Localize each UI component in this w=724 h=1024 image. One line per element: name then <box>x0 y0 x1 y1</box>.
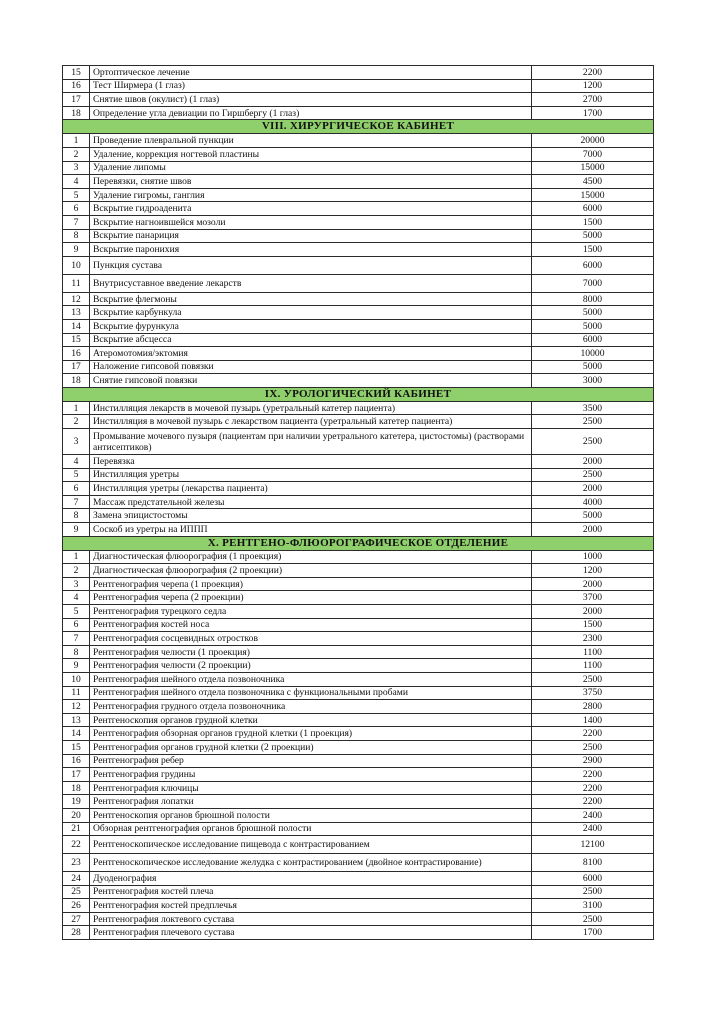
service-price: 1500 <box>532 215 654 229</box>
service-price: 1000 <box>532 550 654 564</box>
table-row <box>63 899 654 913</box>
section-title: IX. УРОЛОГИЧЕСКИЙ КАБИНЕТ <box>63 387 654 401</box>
table-row <box>63 243 654 257</box>
table-row <box>63 161 654 175</box>
service-price: 5000 <box>532 229 654 243</box>
table-row <box>63 781 654 795</box>
row-number: 1 <box>63 134 90 148</box>
table-row <box>63 106 654 120</box>
price-list-body <box>63 66 654 940</box>
service-price: 2200 <box>532 795 654 809</box>
table-row <box>63 872 654 886</box>
table-row <box>63 455 654 469</box>
row-number: 18 <box>63 781 90 795</box>
service-price: 1200 <box>532 564 654 578</box>
service-price: 2000 <box>532 605 654 619</box>
row-number: 18 <box>63 374 90 388</box>
table-row <box>63 795 654 809</box>
row-number: 17 <box>63 93 90 107</box>
row-number: 21 <box>63 822 90 836</box>
row-number: 10 <box>63 672 90 686</box>
row-number: 16 <box>63 347 90 361</box>
table-row <box>63 645 654 659</box>
service-price: 2000 <box>532 577 654 591</box>
service-name: Инстилляция в мочевой пузырь с лекарством пациента (уретральный катетер пациента) <box>90 415 532 429</box>
service-name: Рентгенография костей плеча <box>90 885 532 899</box>
service-price: 2500 <box>532 429 654 455</box>
table-row <box>63 768 654 782</box>
service-name: Соскоб из уретры на ИППП <box>90 523 532 537</box>
service-name: Определение угла девиации по Гиршбергу (1 глаз) <box>90 106 532 120</box>
service-price: 7000 <box>532 274 654 292</box>
service-price: 4500 <box>532 175 654 189</box>
row-number: 8 <box>63 229 90 243</box>
row-number: 26 <box>63 899 90 913</box>
row-number: 7 <box>63 495 90 509</box>
service-price: 3500 <box>532 401 654 415</box>
service-price: 2200 <box>532 727 654 741</box>
row-number: 6 <box>63 618 90 632</box>
service-price: 6000 <box>532 333 654 347</box>
row-number: 15 <box>63 740 90 754</box>
service-price: 5000 <box>532 509 654 523</box>
service-name: Перевязка <box>90 455 532 469</box>
row-number: 13 <box>63 306 90 320</box>
service-price: 3750 <box>532 686 654 700</box>
service-price: 1700 <box>532 106 654 120</box>
table-row <box>63 292 654 306</box>
table-row <box>63 66 654 80</box>
service-name: Рентгенография костей предплечья <box>90 899 532 913</box>
table-row <box>63 256 654 274</box>
table-row <box>63 605 654 619</box>
table-row <box>63 550 654 564</box>
service-price: 8000 <box>532 292 654 306</box>
table-row <box>63 727 654 741</box>
service-name: Рентгенография лопатки <box>90 795 532 809</box>
service-name: Рентгенография челюсти (2 проекции) <box>90 659 532 673</box>
table-row <box>63 401 654 415</box>
row-number: 6 <box>63 482 90 496</box>
row-number: 6 <box>63 202 90 216</box>
service-price: 3100 <box>532 899 654 913</box>
service-name: Вскрытие флегмоны <box>90 292 532 306</box>
row-number: 14 <box>63 319 90 333</box>
table-row <box>63 215 654 229</box>
row-number: 2 <box>63 564 90 578</box>
row-number: 2 <box>63 415 90 429</box>
table-row <box>63 509 654 523</box>
row-number: 8 <box>63 645 90 659</box>
service-name: Вскрытие панариция <box>90 229 532 243</box>
service-name: Обзорная рентгенография органов брюшной полости <box>90 822 532 836</box>
service-name: Рентгенография костей носа <box>90 618 532 632</box>
table-row <box>63 854 654 872</box>
table-row <box>63 618 654 632</box>
row-number: 15 <box>63 333 90 347</box>
row-number: 12 <box>63 700 90 714</box>
table-row <box>63 672 654 686</box>
row-number: 25 <box>63 885 90 899</box>
row-number: 4 <box>63 591 90 605</box>
section-title: VIII. ХИРУРГИЧЕСКОЕ КАБИНЕТ <box>63 120 654 134</box>
table-row <box>63 374 654 388</box>
row-number: 1 <box>63 550 90 564</box>
row-number: 4 <box>63 455 90 469</box>
service-name: Массаж предстательной железы <box>90 495 532 509</box>
service-name: Рентгенография турецкого седла <box>90 605 532 619</box>
service-name: Вскрытие нагноившейся мозоли <box>90 215 532 229</box>
service-price: 2300 <box>532 632 654 646</box>
row-number: 28 <box>63 926 90 940</box>
service-price: 2500 <box>532 740 654 754</box>
table-row <box>63 577 654 591</box>
table-row <box>63 134 654 148</box>
table-row <box>63 306 654 320</box>
table-row <box>63 740 654 754</box>
service-price: 2700 <box>532 93 654 107</box>
row-number: 15 <box>63 66 90 80</box>
row-number: 9 <box>63 243 90 257</box>
row-number: 11 <box>63 274 90 292</box>
row-number: 13 <box>63 713 90 727</box>
service-name: Рентгенография грудного отдела позвоночника <box>90 700 532 714</box>
service-name: Инстилляция лекарств в мочевой пузырь (уретральный катетер пациента) <box>90 401 532 415</box>
row-number: 19 <box>63 795 90 809</box>
table-row <box>63 700 654 714</box>
row-number: 18 <box>63 106 90 120</box>
section-header-row <box>63 120 654 134</box>
service-price: 3000 <box>532 374 654 388</box>
service-name: Рентгенография локтевого сустава <box>90 912 532 926</box>
service-name: Удаление гигромы, ганглия <box>90 188 532 202</box>
table-row <box>63 885 654 899</box>
service-price: 8100 <box>532 854 654 872</box>
service-name: Удаление липомы <box>90 161 532 175</box>
table-row <box>63 319 654 333</box>
service-price: 20000 <box>532 134 654 148</box>
service-name: Рентгенография черепа (2 проекции) <box>90 591 532 605</box>
service-price: 6000 <box>532 872 654 886</box>
table-row <box>63 93 654 107</box>
service-name: Вскрытие абсцесса <box>90 333 532 347</box>
service-name: Рентгенография сосцевидных отростков <box>90 632 532 646</box>
table-row <box>63 333 654 347</box>
service-price: 10000 <box>532 347 654 361</box>
service-price: 3700 <box>532 591 654 605</box>
service-price: 2200 <box>532 66 654 80</box>
row-number: 8 <box>63 509 90 523</box>
service-name: Рентгенография плечевого сустава <box>90 926 532 940</box>
service-name: Диагностическая флюорография (2 проекции) <box>90 564 532 578</box>
table-row <box>63 926 654 940</box>
service-price: 1100 <box>532 645 654 659</box>
service-name: Рентгенография органов грудной клетки (2 проекции) <box>90 740 532 754</box>
row-number: 3 <box>63 161 90 175</box>
service-name: Диагностическая флюорография (1 проекция) <box>90 550 532 564</box>
service-name: Рентгенография грудины <box>90 768 532 782</box>
row-number: 2 <box>63 147 90 161</box>
service-name: Дуоденография <box>90 872 532 886</box>
row-number: 22 <box>63 836 90 854</box>
service-name: Промывание мочевого пузыря (пациентам при наличии уретрального катетера, цистостомы) (растворами антисептиков) <box>90 429 532 455</box>
table-row <box>63 912 654 926</box>
service-name: Замена эпицистостомы <box>90 509 532 523</box>
table-row <box>63 591 654 605</box>
table-row <box>63 274 654 292</box>
table-row <box>63 822 654 836</box>
table-row <box>63 754 654 768</box>
table-row <box>63 188 654 202</box>
service-name: Ортоптическое лечение <box>90 66 532 80</box>
row-number: 17 <box>63 768 90 782</box>
service-price: 2500 <box>532 672 654 686</box>
row-number: 16 <box>63 754 90 768</box>
service-price: 2400 <box>532 808 654 822</box>
section-header-row <box>63 536 654 550</box>
service-name: Удаление, коррекция ногтевой пластины <box>90 147 532 161</box>
service-name: Рентгеноскопическое исследование пищевода с контрастированием <box>90 836 532 854</box>
service-price: 6000 <box>532 256 654 274</box>
service-price: 5000 <box>532 319 654 333</box>
service-price: 2500 <box>532 468 654 482</box>
service-price: 2000 <box>532 455 654 469</box>
service-price: 2000 <box>532 523 654 537</box>
service-price: 2500 <box>532 415 654 429</box>
service-name: Рентгенография ключицы <box>90 781 532 795</box>
service-name: Наложение гипсовой повязки <box>90 360 532 374</box>
service-price: 15000 <box>532 161 654 175</box>
row-number: 5 <box>63 468 90 482</box>
table-row <box>63 468 654 482</box>
row-number: 9 <box>63 523 90 537</box>
table-row <box>63 632 654 646</box>
service-name: Рентгенография ребер <box>90 754 532 768</box>
service-name: Вскрытие гидроаденита <box>90 202 532 216</box>
table-row <box>63 808 654 822</box>
table-row <box>63 836 654 854</box>
service-name: Рентгеноскопия органов брюшной полости <box>90 808 532 822</box>
service-name: Пункция сустава <box>90 256 532 274</box>
service-name: Атеромотомия/эктомия <box>90 347 532 361</box>
service-price: 1500 <box>532 618 654 632</box>
table-row <box>63 360 654 374</box>
service-price: 2000 <box>532 482 654 496</box>
row-number: 23 <box>63 854 90 872</box>
row-number: 11 <box>63 686 90 700</box>
service-name: Рентгенография шейного отдела позвоночника с функциональными пробами <box>90 686 532 700</box>
row-number: 24 <box>63 872 90 886</box>
row-number: 5 <box>63 605 90 619</box>
service-price: 1400 <box>532 713 654 727</box>
row-number: 14 <box>63 727 90 741</box>
service-name: Снятие швов (окулист) (1 глаз) <box>90 93 532 107</box>
service-price: 5000 <box>532 360 654 374</box>
service-name: Внутрисуставное введение лекарств <box>90 274 532 292</box>
table-row <box>63 147 654 161</box>
service-price: 12100 <box>532 836 654 854</box>
service-price: 7000 <box>532 147 654 161</box>
row-number: 17 <box>63 360 90 374</box>
table-row <box>63 175 654 189</box>
row-number: 12 <box>63 292 90 306</box>
service-name: Проведение плевральной пункции <box>90 134 532 148</box>
table-row <box>63 429 654 455</box>
row-number: 9 <box>63 659 90 673</box>
service-name: Вскрытие карбункула <box>90 306 532 320</box>
service-name: Вскрытие паронихия <box>90 243 532 257</box>
service-name: Перевязки, снятие швов <box>90 175 532 189</box>
table-row <box>63 202 654 216</box>
row-number: 16 <box>63 79 90 93</box>
row-number: 5 <box>63 188 90 202</box>
service-name: Рентгенография челюсти (1 проекция) <box>90 645 532 659</box>
table-row <box>63 523 654 537</box>
service-price: 5000 <box>532 306 654 320</box>
row-number: 3 <box>63 577 90 591</box>
service-name: Инстилляция уретры <box>90 468 532 482</box>
service-name: Рентгеноскопическое исследование желудка с контрастированием (двойное контрастирование) <box>90 854 532 872</box>
service-price: 2400 <box>532 822 654 836</box>
service-name: Рентгеноскопия органов грудной клетки <box>90 713 532 727</box>
service-price: 2800 <box>532 700 654 714</box>
table-row <box>63 564 654 578</box>
service-price: 15000 <box>532 188 654 202</box>
section-header-row <box>63 387 654 401</box>
service-name: Рентгенография шейного отдела позвоночника <box>90 672 532 686</box>
row-number: 20 <box>63 808 90 822</box>
service-price: 2500 <box>532 912 654 926</box>
service-price: 2200 <box>532 768 654 782</box>
table-row <box>63 415 654 429</box>
table-row <box>63 79 654 93</box>
service-name: Вскрытие фурункула <box>90 319 532 333</box>
table-row <box>63 659 654 673</box>
row-number: 1 <box>63 401 90 415</box>
row-number: 10 <box>63 256 90 274</box>
table-row <box>63 482 654 496</box>
service-price: 1100 <box>532 659 654 673</box>
service-name: Тест Ширмера (1 глаз) <box>90 79 532 93</box>
row-number: 7 <box>63 215 90 229</box>
section-title: X. РЕНТГЕНО-ФЛЮОРОГРАФИЧЕСКОЕ ОТДЕЛЕНИЕ <box>63 536 654 550</box>
service-price: 1700 <box>532 926 654 940</box>
price-list-table <box>62 65 654 940</box>
service-price: 2900 <box>532 754 654 768</box>
service-price: 6000 <box>532 202 654 216</box>
service-price: 4000 <box>532 495 654 509</box>
row-number: 27 <box>63 912 90 926</box>
service-price: 1500 <box>532 243 654 257</box>
service-name: Инстилляция уретры (лекарства пациента) <box>90 482 532 496</box>
row-number: 7 <box>63 632 90 646</box>
service-price: 2500 <box>532 885 654 899</box>
table-row <box>63 229 654 243</box>
table-row <box>63 347 654 361</box>
table-row <box>63 686 654 700</box>
service-name: Снятие гипсовой повязки <box>90 374 532 388</box>
service-price: 2200 <box>532 781 654 795</box>
table-row <box>63 495 654 509</box>
row-number: 3 <box>63 429 90 455</box>
service-name: Рентгенография черепа (1 проекция) <box>90 577 532 591</box>
row-number: 4 <box>63 175 90 189</box>
service-price: 1200 <box>532 79 654 93</box>
service-name: Рентгенография обзорная органов грудной клетки (1 проекция) <box>90 727 532 741</box>
table-row <box>63 713 654 727</box>
